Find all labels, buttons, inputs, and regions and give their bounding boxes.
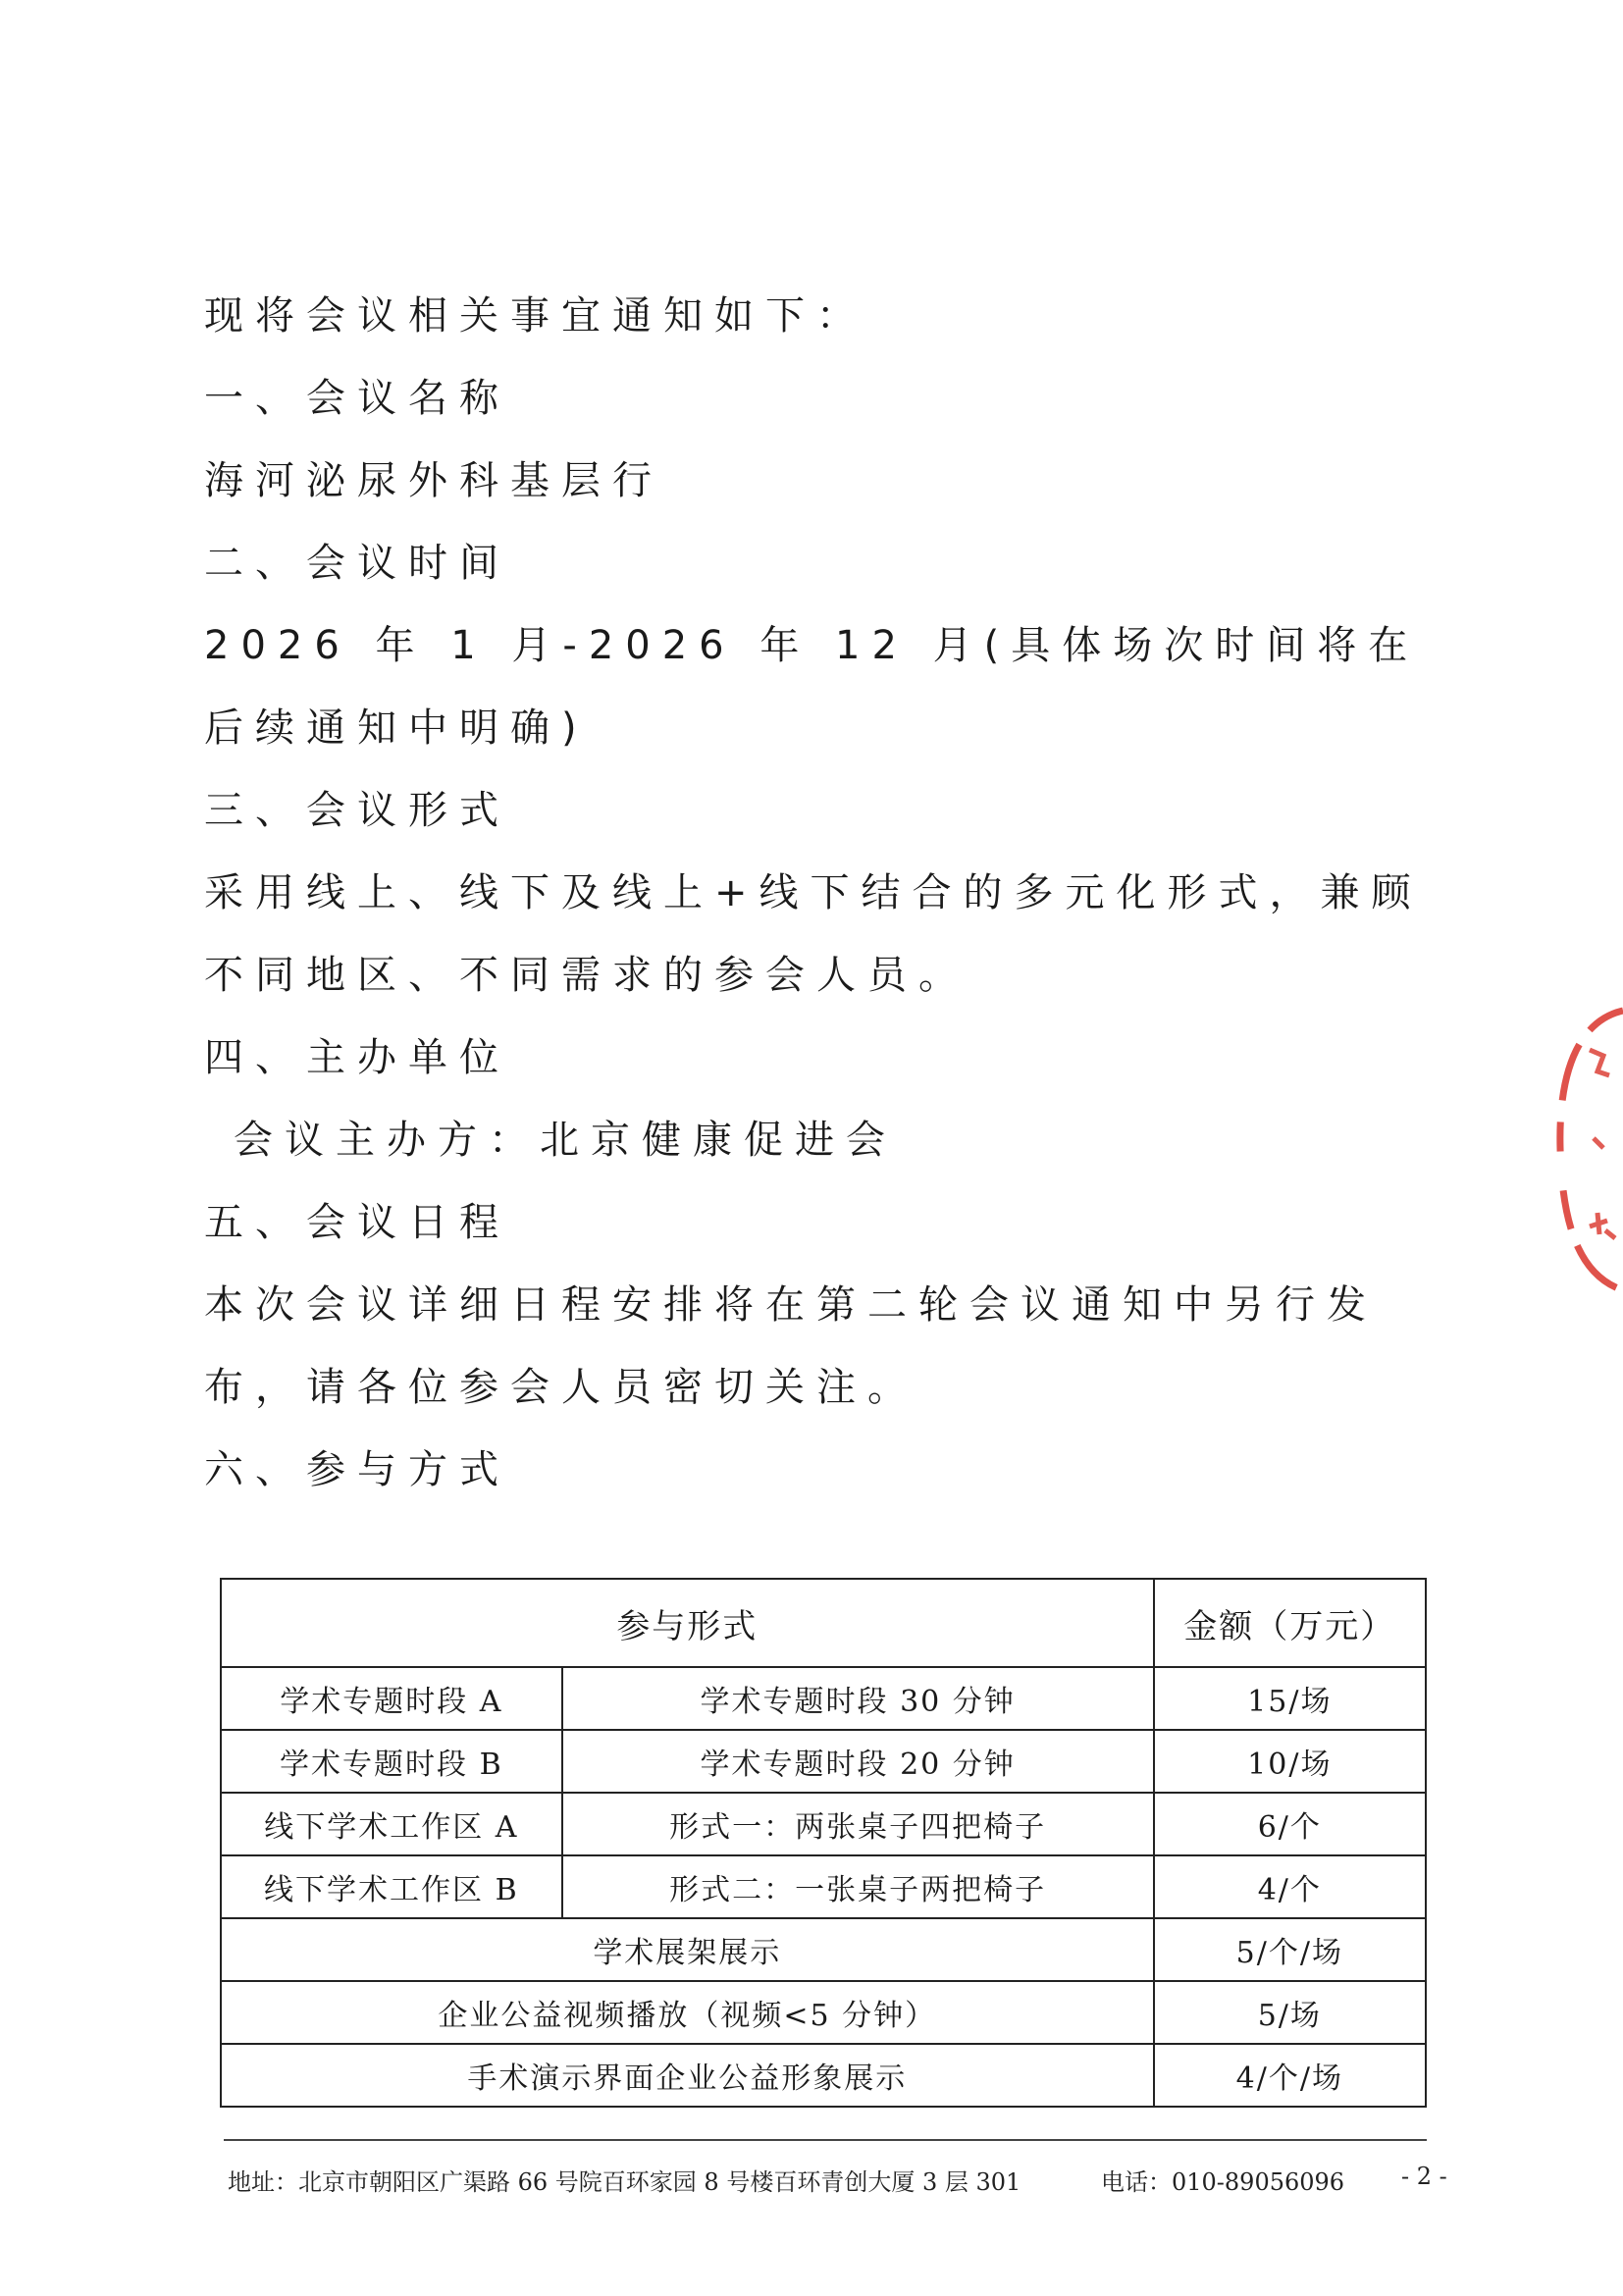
- row-detail: 学术专题时段 20 分钟: [562, 1730, 1154, 1793]
- table-row: [221, 1855, 1426, 1918]
- row-name: 线下学术工作区 B: [221, 1855, 562, 1918]
- row-name: 手术演示界面企业公益形象展示: [221, 2044, 1154, 2107]
- table-row: [221, 2044, 1426, 2107]
- row-amount: 5/个/场: [1154, 1918, 1426, 1981]
- official-seal-stamp: [1550, 991, 1623, 1305]
- table-row: [221, 1793, 1426, 1855]
- header-form: 参与形式: [221, 1579, 1154, 1667]
- row-name: 学术专题时段 A: [221, 1667, 562, 1730]
- row-name: 学术专题时段 B: [221, 1730, 562, 1793]
- section-1-heading: 一、会议名称: [204, 376, 510, 421]
- section-4-text: 会议主办方：北京健康促进会: [234, 1118, 897, 1163]
- row-name: 线下学术工作区 A: [221, 1793, 562, 1855]
- page-number: - 2 -: [1401, 2163, 1447, 2190]
- section-1-text: 海河泌尿外科基层行: [204, 458, 663, 503]
- table-row: [221, 1918, 1426, 1981]
- row-amount: 4/个: [1154, 1855, 1426, 1918]
- table-row: [221, 1730, 1426, 1793]
- section-5-heading: 五、会议日程: [204, 1200, 510, 1245]
- section-2-heading: 二、会议时间: [204, 541, 510, 586]
- intro-text: 现将会议相关事宜通知如下：: [204, 293, 867, 339]
- table-row: [221, 1667, 1426, 1730]
- table-row: [221, 1981, 1426, 2044]
- section-6-heading: 六、参与方式: [204, 1447, 510, 1492]
- row-amount: 5/场: [1154, 1981, 1426, 2044]
- section-4-heading: 四、主办单位: [204, 1035, 510, 1080]
- footer-divider: [224, 2139, 1427, 2141]
- participation-fee-table: [220, 1578, 1427, 2108]
- row-amount: 6/个: [1154, 1793, 1426, 1855]
- row-detail: 形式二：一张桌子两把椅子: [562, 1855, 1154, 1918]
- section-3-text: 采用线上、线下及线上+线下结合的多元化形式，兼顾不同地区、不同需求的参会人员。: [204, 870, 1423, 998]
- row-amount: 15/场: [1154, 1667, 1426, 1730]
- section-3-heading: 三、会议形式: [204, 788, 510, 833]
- section-2-text: 2026 年 1 月-2026 年 12 月(具体场次时间将在后续通知中明确): [204, 623, 1420, 751]
- row-amount: 4/个/场: [1154, 2044, 1426, 2107]
- footer-address: 地址：北京市朝阳区广渠路 66 号院百环家园 8 号楼百环青创大厦 3 层 301: [228, 2168, 1021, 2196]
- footer-phone: 电话：010-89056096: [1101, 2168, 1345, 2196]
- row-detail: 形式一：两张桌子四把椅子: [562, 1793, 1154, 1855]
- section-5-text: 本次会议详细日程安排将在第二轮会议通知中另行发布，请各位参会人员密切关注。: [204, 1282, 1378, 1410]
- table-header-row: [221, 1579, 1426, 1667]
- row-name: 企业公益视频播放（视频<5 分钟）: [221, 1981, 1154, 2044]
- row-detail: 学术专题时段 30 分钟: [562, 1667, 1154, 1730]
- row-name: 学术展架展示: [221, 1918, 1154, 1981]
- row-amount: 10/场: [1154, 1730, 1426, 1793]
- header-amount: 金额（万元）: [1154, 1579, 1426, 1667]
- seal-arc-icon: [1550, 991, 1623, 1305]
